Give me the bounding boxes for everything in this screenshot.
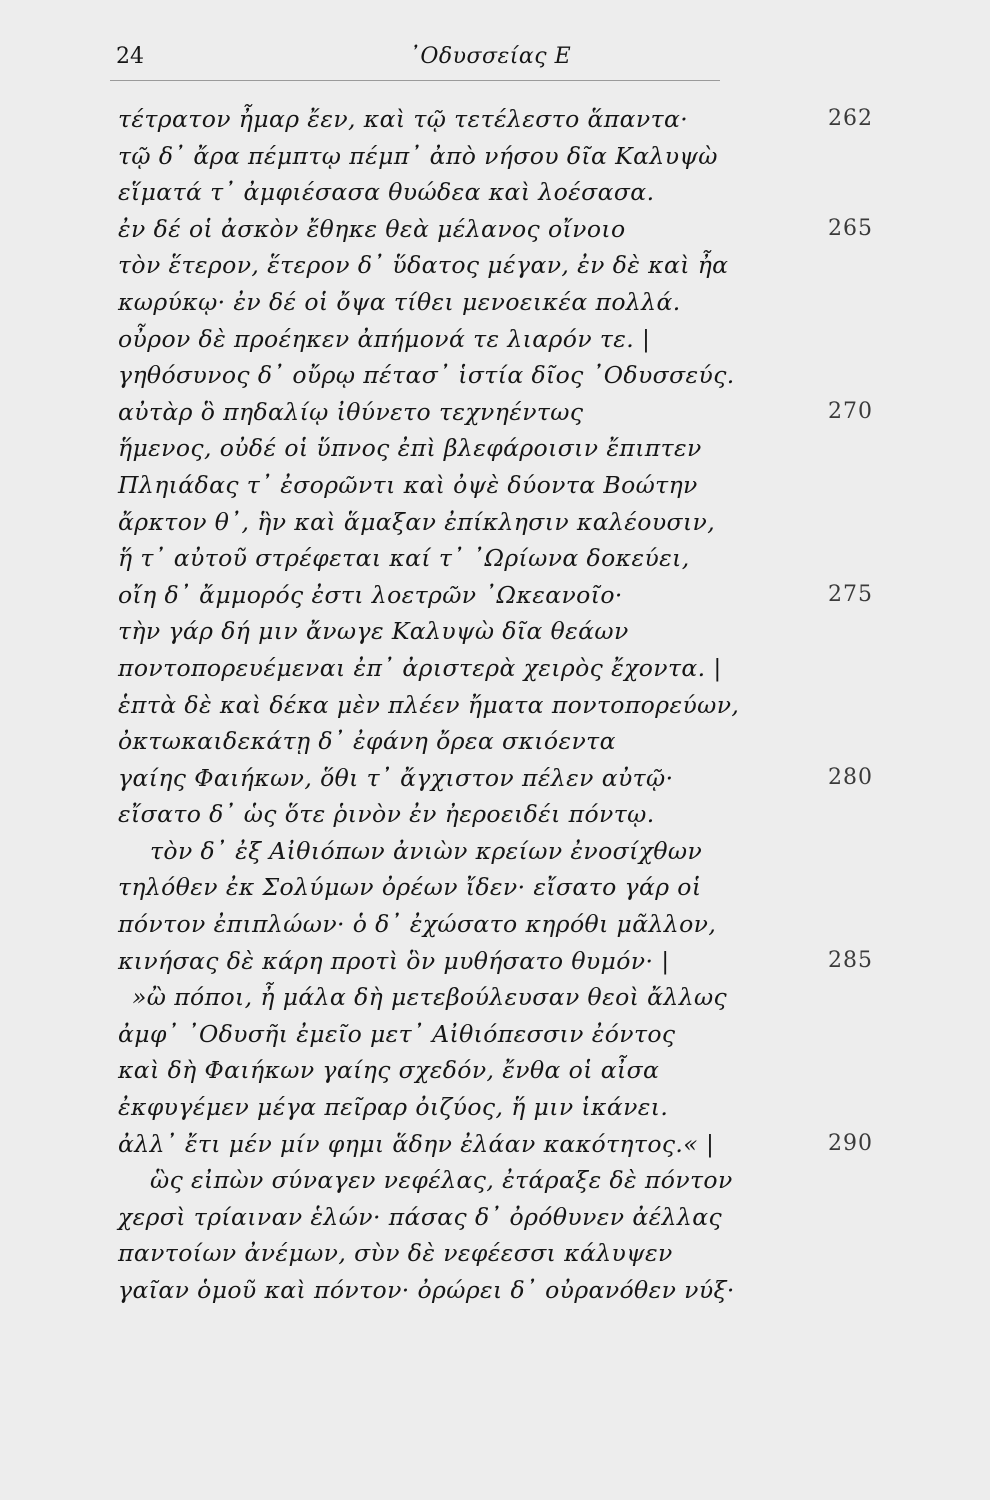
verse-line — [0, 760, 990, 797]
verse-text: ἥμενος, οὐδέ οἱ ὕπνος ἐπὶ βλεφάροισιν ἔπιπτεν — [118, 434, 702, 463]
verse-line — [0, 687, 990, 724]
verse-text: οὖρον δὲ προέηκεν ἀπήμονά τε λιαρόν τε. | — [118, 324, 651, 353]
verse-line — [0, 174, 990, 211]
verse-line — [0, 430, 990, 467]
verse-text: οἴη δ᾿ ἄμμορός ἐστι λοετρῶν ᾿Ωκεανοῖο· — [118, 580, 623, 609]
verse-line — [0, 613, 990, 650]
verse-line — [0, 138, 990, 175]
verse-line — [0, 101, 990, 138]
verse-text: κωρύκῳ· ἐν δέ οἱ ὄψα τίθει μενοεικέα πολλά. — [118, 287, 681, 316]
verse-line — [0, 1162, 990, 1199]
verse-text: πόντον ἐπιπλώων· ὁ δ᾿ ἐχώσατο κηρόθι μᾶλλον, — [118, 910, 717, 939]
verse-number: 270 — [828, 398, 873, 424]
verse-text: κινήσας δὲ κάρη προτὶ ὃν μυθήσατο θυμόν· | — [118, 946, 670, 975]
verse-number: 280 — [828, 764, 873, 790]
verse-line — [0, 1126, 990, 1163]
verse-line — [0, 247, 990, 284]
verse-text: γαῖαν ὁμοῦ καὶ πόντον· ὀρώρει δ᾿ οὐρανόθεν νύξ· — [118, 1276, 735, 1304]
verse-text: γηθόσυνος δ᾿ οὔρῳ πέτασ᾿ ἱστία δῖος ᾿Οδυσσεύς. — [118, 361, 735, 390]
verse-line — [0, 833, 990, 870]
verse-text: ἄρκτον θ᾿, ἣν καὶ ἅμαξαν ἐπίκλησιν καλέουσιν, — [118, 507, 716, 536]
verse-text: ἀμφ᾿ ᾿Οδυσῆι ἐμεῖο μετ᾿ Αἰθιόπεσσιν ἐόντος — [118, 1019, 676, 1048]
verse-text: τὸν δ᾿ ἐξ Αἰθιόπων ἀνιὼν κρείων ἐνοσίχθων — [150, 836, 703, 865]
verse-text: τὸν ἕτερον, ἕτερον δ᾿ ὕδατος μέγαν, ἐν δὲ καὶ ἦα — [118, 251, 729, 280]
verse-text: Πληιάδας τ᾿ ἐσορῶντι καὶ ὀψὲ δύοντα Βοώτην — [118, 470, 698, 499]
verse-line — [0, 943, 990, 980]
verse-text: ὀκτωκαιδεκάτῃ δ᾿ ἐφάνη ὄρεα σκιόεντα — [118, 727, 616, 756]
verse-line — [0, 394, 990, 431]
verse-line — [0, 1089, 990, 1126]
verse-line — [0, 577, 990, 614]
verse-text: ποντοπορευέμεναι ἐπ᾿ ἀριστερὰ χειρὸς ἔχοντα. | — [118, 653, 722, 682]
verse-line — [0, 211, 990, 248]
verse-number: 265 — [828, 215, 873, 241]
verse-text: τηλόθεν ἐκ Σολύμων ὀρέων ἴδεν· εἴσατο γάρ οἱ — [118, 873, 702, 902]
page-header — [110, 40, 870, 80]
verse-text: τῷ δ᾿ ἄρα πέμπτῳ πέμπ᾿ ἀπὸ νήσου δῖα Καλυψὼ — [118, 141, 718, 170]
verse-text: ἀλλ᾿ ἔτι μέν μίν φημι ἅδην ἐλάαν κακότητος.« | — [118, 1129, 715, 1158]
verse-line — [0, 504, 990, 541]
verse-text: τὴν γάρ δή μιν ἄνωγε Καλυψὼ δῖα θεάων — [118, 617, 629, 646]
verse-number: 290 — [828, 1130, 873, 1156]
verse-text: ἐν δέ οἱ ἀσκὸν ἔθηκε θεὰ μέλανος οἴνοιο — [118, 214, 626, 243]
verse-line — [0, 650, 990, 687]
verse-line — [0, 540, 990, 577]
verse-text: ἑπτὰ δὲ καὶ δέκα μὲν πλέεν ἤματα ποντοπορεύων, — [118, 690, 740, 719]
verse-block — [0, 101, 990, 1309]
verse-text: ἥ τ᾿ αὐτοῦ στρέφεται καί τ᾿ ᾿Ωρίωνα δοκεύει, — [118, 544, 690, 573]
verse-line — [0, 979, 990, 1016]
verse-text: ἐκφυγέμεν μέγα πεῖραρ ὀιζύος, ἥ μιν ἱκάνει. — [118, 1093, 669, 1122]
verse-number: 285 — [828, 947, 873, 973]
verse-number: 262 — [828, 106, 873, 131]
verse-text: χερσὶ τρίαιναν ἑλών· πάσας δ᾿ ὀρόθυνεν ἀέλλας — [118, 1202, 723, 1231]
running-title: ᾿Οδυσσείας Ε — [408, 44, 572, 69]
verse-line — [0, 1272, 990, 1309]
verse-text: τέτρατον ἦμαρ ἔεν, καὶ τῷ τετέλεστο ἅπαντα· — [118, 105, 689, 133]
verse-text: »ὢ πόποι, ἦ μάλα δὴ μετεβούλευσαν θεοὶ ἄλλως — [132, 983, 728, 1012]
verse-text: γαίης Φαιήκων, ὅθι τ᾿ ἄγχιστον πέλεν αὐτῷ· — [118, 763, 674, 792]
verse-text: αὐτὰρ ὃ πηδαλίῳ ἰθύνετο τεχνηέντως — [118, 397, 584, 426]
verse-text: εἴσατο δ᾿ ὡς ὅτε ῥινὸν ἐν ἠεροειδέι πόντῳ. — [118, 800, 655, 829]
verse-line — [0, 1052, 990, 1089]
verse-line — [0, 1235, 990, 1272]
verse-number: 275 — [828, 581, 873, 607]
verse-line — [0, 1199, 990, 1236]
verse-line — [0, 284, 990, 321]
verse-text: εἵματά τ᾿ ἀμφιέσασα θυώδεα καὶ λοέσασα. — [118, 178, 655, 207]
verse-line — [0, 1016, 990, 1053]
header-rule — [110, 80, 720, 81]
page-number: 24 — [116, 44, 144, 69]
verse-text: ὣς εἰπὼν σύναγεν νεφέλας, ἐτάραξε δὲ πόντον — [150, 1166, 733, 1195]
verse-line — [0, 321, 990, 358]
verse-line — [0, 796, 990, 833]
verse-text: παντοίων ἀνέμων, σὺν δὲ νεφέεσσι κάλυψεν — [118, 1239, 673, 1268]
verse-line — [0, 869, 990, 906]
verse-line — [0, 357, 990, 394]
verse-line — [0, 723, 990, 760]
verse-line — [0, 906, 990, 943]
verse-line — [0, 467, 990, 504]
verse-text: καὶ δὴ Φαιήκων γαίης σχεδόν, ἔνθα οἱ αἶσα — [118, 1056, 660, 1085]
